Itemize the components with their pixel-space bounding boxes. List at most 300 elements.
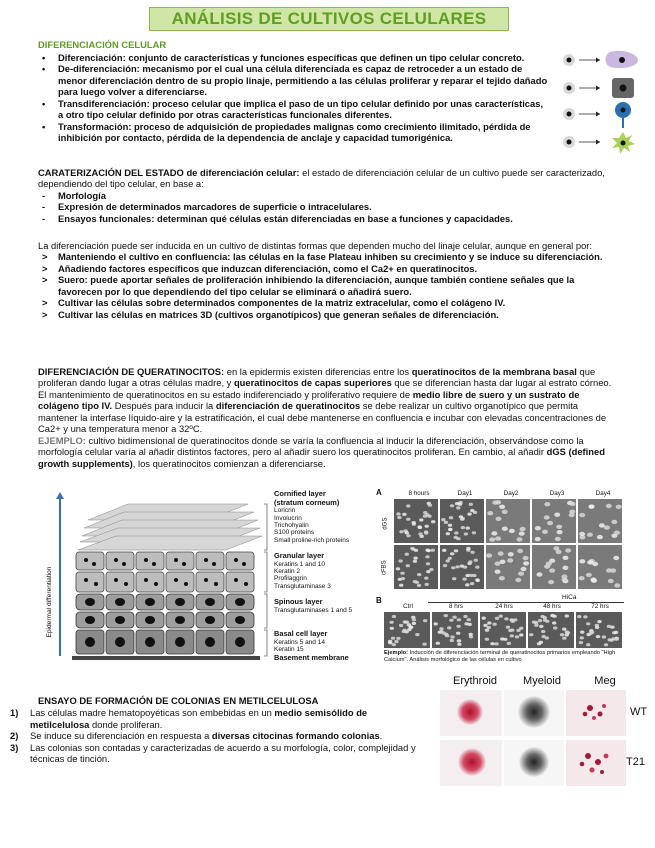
transdifferentiation-cells-1 [563, 78, 634, 98]
cell-blob [586, 573, 592, 577]
cell-blob [517, 537, 523, 541]
cell-blob [475, 566, 479, 569]
timepoint-label: Ctrl [403, 603, 413, 610]
layer-label-group [274, 598, 378, 614]
section-characterization [38, 167, 618, 224]
cell-blob [498, 551, 504, 555]
keratinocytes-example [38, 435, 618, 469]
cell-blob [425, 549, 429, 552]
cell-blob [504, 617, 508, 620]
cell-blob [412, 622, 416, 625]
cell-blob [423, 619, 427, 622]
cell-blob [464, 532, 468, 535]
cell-blob [446, 559, 450, 562]
cell-blob [487, 621, 491, 624]
definition: de superficie o intracelulares. [236, 201, 372, 213]
term: Manteniendo el cultivo en confluencia [58, 251, 228, 263]
cell-blob [580, 631, 584, 634]
cell-blob [529, 633, 533, 636]
layer-label-group [274, 552, 378, 590]
cell-blob [509, 529, 515, 533]
cell-blob [589, 504, 595, 508]
cell-blob [463, 615, 467, 618]
cell-blob [405, 553, 409, 556]
characterization-intro [38, 167, 618, 190]
cell-blob [406, 518, 410, 521]
term: Expresión de determinados marcadores [58, 201, 237, 213]
cell-blob [445, 634, 449, 637]
cell-blob [487, 511, 493, 515]
cell-blob [556, 550, 562, 554]
cell-blob [391, 637, 395, 640]
layer-name: Granular layer [274, 551, 325, 560]
cell-blob [519, 531, 525, 535]
cell-blob [469, 574, 473, 577]
cell-blob [459, 515, 463, 518]
timepoint-label: 8 hours [408, 490, 430, 497]
cell-blob [587, 560, 593, 564]
cell-blob [417, 573, 421, 576]
cell-blob [474, 559, 478, 562]
cell-blob [499, 615, 503, 618]
cell-blob [399, 584, 403, 587]
layer-marker: Transglutaminases 1 and 5 [274, 606, 353, 614]
cell-blob [390, 627, 394, 630]
cell-blob [473, 511, 477, 514]
cell-blob [400, 572, 404, 575]
keratinocytes-paragraph-1 [38, 366, 618, 389]
col-erythroid: Erythroid [452, 675, 498, 687]
timepoint-label: Day3 [549, 490, 565, 497]
cell-blob [542, 530, 548, 534]
cell-blob [555, 537, 561, 541]
cell-blob [535, 526, 541, 530]
cell-blob [466, 547, 470, 550]
cell-blob [591, 578, 597, 582]
cell-blob [423, 515, 427, 518]
cell-blob [614, 531, 620, 535]
example-label: EJEMPLO: [38, 434, 86, 446]
k-p2-e: se debe realizar un cultivo organotípico que permita mantener la interfase líquido-aire y la estratificación, el cual debe mantenerse en confluencia e incubar con elevadas concentraciones de Ca2+ y una temperatura menor a 32ºC. [38, 400, 607, 435]
section-methylcellulose [10, 695, 426, 765]
cell-blob [610, 639, 614, 642]
row-label-dgs: dGS [382, 517, 389, 530]
cell-blob [537, 572, 543, 576]
cell-blob [544, 515, 550, 519]
k-p3-b: cultivo bidimensional de queratinocitos donde se varía la confluencia al inducir la diferenciación, observándose como la morfología celular varía al añadir distintos factores, pero al añadir suero los queratinocitos proliferan. En cambio, al añadir [38, 434, 584, 458]
cell-blob [554, 513, 560, 517]
cell-blob [545, 636, 549, 639]
cell-blob [495, 570, 501, 574]
cell-blob [402, 630, 406, 633]
term: Ensayos funcionales [58, 212, 152, 224]
cell-blob [461, 526, 465, 529]
cell-blob [466, 527, 470, 530]
cell-blob [452, 577, 456, 580]
cell-blob [549, 568, 555, 572]
timepoint-label: 8 hrs [449, 603, 463, 610]
definition: mecanismo por el cual una célula diferenciada es capaz de retroceder a un estado de menor diferenciación dentro de su propio linaje, permitiendo a las células proliferar y reparar el tejido dañado para luego volver a diferenciarse. [58, 63, 548, 98]
list-item [38, 309, 618, 320]
title-banner [149, 7, 509, 31]
micrograph-grid-a [394, 499, 624, 591]
cell-blob [413, 560, 417, 563]
layer-label-group [274, 490, 378, 544]
layer-label-group [274, 654, 378, 663]
cell-blob [450, 504, 454, 507]
cell-blob [606, 504, 612, 508]
layer-marker: Keratins 5 and 14 [274, 638, 325, 646]
cell-blob [398, 559, 402, 562]
cell-blob [444, 614, 448, 617]
layer-marker: Involucrin [274, 514, 302, 522]
layer-marker: Profilaggrin [274, 575, 307, 583]
cell-blob [550, 614, 554, 617]
cell-blob [569, 510, 575, 514]
cell-blob [456, 632, 460, 635]
micrograph-tile [532, 499, 576, 543]
cell-blob [397, 516, 401, 519]
cell-blob [508, 629, 512, 632]
cell-blob [616, 505, 622, 509]
cell-blob [489, 537, 495, 541]
cell-blob [425, 525, 429, 528]
term: Transformación: [58, 120, 132, 132]
cell-blob [566, 631, 570, 634]
cell-blob [602, 635, 606, 638]
cell-blob [485, 638, 489, 641]
cell-blob [396, 567, 400, 570]
list-item [38, 52, 550, 63]
definition: conjunto de características y funciones específicas que definen un tipo celular concreto. [125, 52, 525, 63]
cell-blob [562, 566, 568, 570]
cell-blob [406, 534, 410, 537]
definition: : proceso celular que implica el paso de un tipo celular definido por unas características, a otro tipo celular definido por otras características funcionales diferentes. [58, 97, 544, 121]
list-item [38, 98, 550, 121]
cell-blob [418, 532, 422, 535]
cell-blob [608, 579, 614, 583]
cell-blob [507, 642, 511, 645]
cell-blob [446, 532, 450, 535]
cell-blob [468, 623, 472, 626]
cell-blob [587, 533, 593, 537]
cell-blob [523, 556, 529, 560]
cell-blob [454, 549, 458, 552]
cell-blob [405, 531, 409, 534]
k-p2-b: medio libre de suero y un sustrato de colágeno tipo IV. [38, 388, 580, 412]
cell-blob [399, 624, 403, 627]
epidermal-axis-label-wrap [42, 550, 56, 660]
micrograph-strip-b [384, 612, 624, 648]
cell-blob [539, 641, 543, 644]
cell-blob [457, 618, 461, 621]
cell-blob [424, 531, 428, 534]
cell-blob [444, 521, 448, 524]
cell-blob [396, 512, 400, 515]
cell-blob [425, 583, 429, 586]
cell-blob [482, 617, 486, 620]
keratinocytes-heading: DIFERENCIACIÓN DE QUERATINOCITOS: [38, 366, 225, 377]
cell-blob [508, 552, 514, 556]
cell-blob [449, 516, 453, 519]
cell-blob [541, 630, 545, 633]
list-item [38, 274, 618, 297]
cell-blob [579, 532, 585, 536]
cell-blob [499, 505, 505, 509]
layer-marker: Small proline-rich proteins [274, 536, 350, 544]
k-p3-d: , los queratinocitos comienzan a diferenciarse. [132, 457, 326, 469]
timepoint-label: 72 hrs [591, 603, 609, 610]
methylcellulose-heading: ENSAYO DE FORMACIÓN DE COLONIAS EN METILCELULOSA [38, 695, 319, 706]
cell-blob [579, 641, 583, 644]
cell-blob [389, 621, 393, 624]
cell-blob [523, 561, 529, 565]
cell-blob [448, 557, 452, 560]
cell-blob [515, 635, 519, 638]
caption-label: Ejemplo: [384, 650, 409, 656]
term: Morfología [58, 189, 106, 201]
layer-marker: Trichohyalin [274, 521, 309, 529]
section-keratinocytes [38, 366, 618, 469]
cell-blob [426, 570, 430, 573]
item-number: 2) [10, 730, 19, 742]
cell-blob [491, 531, 497, 535]
cell-blob [562, 628, 566, 631]
keratinocyte-microscopy-figure [376, 488, 624, 670]
characterization-heading: CARATERIZACIÓN DEL ESTADO [38, 167, 184, 178]
cell-blob [469, 633, 473, 636]
term: De-diferenciación: [58, 63, 140, 75]
cell-blob [540, 615, 544, 618]
layer-name: Cornified layer [274, 489, 326, 498]
cell-blob [534, 621, 538, 624]
cell-blob [556, 525, 562, 529]
cell-blob [476, 579, 480, 582]
definition: proceso de adquisición de propiedades malignas como crecimiento ilimitado, pérdida de inhibición por contacto, pérdida de la dependencia de anclaje y capacidad tumorigénica. [58, 120, 531, 144]
cell-blob [472, 531, 476, 534]
item-text: Las células madre hematopoyéticas son embebidas en un [30, 707, 275, 719]
cell-blob [469, 503, 473, 506]
cell-blob [467, 618, 471, 621]
cell-blob [562, 637, 566, 640]
cell-transformation-diagram [560, 48, 650, 158]
cell-blob [462, 578, 466, 581]
cell-blob [443, 564, 447, 567]
cell-blob [563, 556, 569, 560]
cell-blob [495, 500, 501, 504]
term: Diferenciación: [58, 52, 126, 63]
section-heading-differentiation: DIFERENCIACIÓN CELULAR [38, 39, 167, 50]
cell-blob [503, 638, 507, 641]
cell-blob [456, 625, 460, 628]
cell-blob [426, 562, 430, 565]
item-tail: donde proliferan. [89, 718, 163, 730]
cell-blob [439, 630, 443, 633]
col-myeloid: Myeloid [523, 675, 561, 687]
cell-blob [404, 621, 408, 624]
colony-images [440, 690, 628, 786]
item-number: 3) [10, 741, 19, 753]
dedifferentiation-cells [563, 51, 638, 68]
k-p1-b: en la epidermis existen diferencias entre los [224, 366, 412, 377]
cell-blob [560, 633, 564, 636]
list-item [38, 263, 618, 274]
cell-blob [500, 560, 506, 564]
cell-blob [414, 549, 418, 552]
cell-blob [610, 568, 616, 572]
definition: : las células en la fase Plateau inhiben su crecimiento y se induce su diferenciación. [227, 251, 603, 263]
cell-blob [458, 503, 462, 506]
cell-blob [552, 621, 556, 624]
k-p2-d: diferenciación de queratinocitos [215, 400, 361, 412]
cell-blob [412, 521, 416, 524]
cell-blob [447, 626, 451, 629]
item-bold: medio semisólido de metilcelulosa [30, 707, 368, 730]
cell-blob [510, 634, 514, 637]
cell-blob [424, 577, 428, 580]
cell-blob [579, 513, 585, 517]
cell-blob [452, 616, 456, 619]
cell-blob [413, 557, 417, 560]
cell-blob [422, 643, 426, 646]
cell-blob [517, 549, 523, 553]
k-p1-d: que proliferan dando lugar a otras células madre, y [38, 366, 596, 389]
cell-blob [557, 530, 563, 534]
cell-blob [613, 556, 619, 560]
cell-blob [449, 619, 453, 622]
characterization-intro-text: el estado de diferenciación celular de un cultivo puede ser caracterizado, dependiendo del tipo celular, en base a: [38, 167, 605, 190]
caption-text: Inducción de diferenciación terminal de queratinocitos primarios empleando "High Calcium". Análisis morfológico de las células en cultivo [384, 650, 616, 664]
cell-blob [521, 567, 527, 571]
cell-blob [412, 618, 416, 621]
timepoint-label: 48 hrs [543, 603, 561, 610]
cell-blob [490, 642, 494, 645]
cell-blob [454, 536, 458, 539]
cell-blob [583, 615, 587, 618]
list-item [38, 121, 550, 144]
list-item [38, 190, 618, 201]
definition: , como el Ca2+ en queratinocitos. [327, 262, 478, 274]
cell-blob [539, 625, 543, 628]
section-differentiation-list [38, 52, 550, 144]
cell-blob [570, 502, 576, 506]
cell-blob [486, 553, 492, 557]
cell-blob [483, 624, 487, 627]
cell-blob [577, 615, 581, 618]
layer-name: Basement membrane [274, 653, 349, 662]
cell-blob [562, 578, 568, 582]
panel-a-label: A [376, 488, 382, 497]
cell-blob [451, 566, 455, 569]
cell-blob [463, 566, 467, 569]
cell-blob [544, 502, 550, 506]
layer-name: Spinous layer [274, 597, 323, 606]
cell-blob [515, 578, 521, 582]
cell-blob [547, 521, 553, 525]
item-number: 1) [10, 707, 19, 719]
section-induction [38, 240, 618, 320]
cell-blob [518, 572, 524, 576]
panel-b-label: B [376, 596, 382, 605]
cell-blob [439, 627, 443, 630]
cell-blob [614, 583, 620, 587]
cell-blob [586, 622, 590, 625]
cell-blob [586, 643, 590, 646]
k-p1-c: queratinocitos de la membrana basal [411, 366, 577, 377]
keratinocytes-paragraph-2 [38, 389, 618, 435]
cell-blob [495, 617, 499, 620]
transdifferentiation-cells-2 [563, 102, 631, 128]
cell-blob [610, 626, 614, 629]
cell-blob [465, 583, 469, 586]
induction-intro: La diferenciación puede ser inducida en un cultivo de distintas formas que dependen mucho del linaje celular, aunque en general por: [38, 240, 593, 251]
cell-blob [399, 530, 403, 533]
micrograph-tile [578, 545, 622, 589]
cell-blob [502, 527, 508, 531]
cell-blob [434, 622, 438, 625]
cell-blob [450, 635, 454, 638]
cell-blob [470, 551, 474, 554]
cell-blob [388, 641, 392, 644]
layer-marker: Keratin 2 [274, 567, 301, 575]
term: Transdiferenciación [58, 97, 147, 109]
cell-blob [519, 633, 523, 636]
cell-blob [614, 631, 618, 634]
k-p1-e: queratinocitos de capas superiores [233, 377, 392, 389]
cell-blob [415, 581, 419, 584]
cell-blob [425, 555, 429, 558]
cell-blob [401, 577, 405, 580]
cell-blob [492, 623, 496, 626]
cell-blob [595, 624, 599, 627]
cell-blob [565, 548, 571, 552]
transformation-cells [563, 132, 635, 154]
term: Suero [58, 274, 85, 286]
list-item [38, 297, 618, 308]
definition: : determinan qué células están diferenciadas en base a funciones y capacidades. [151, 212, 513, 224]
layer-marker: Keratins 1 and 10 [274, 560, 325, 568]
cell-blob [448, 524, 452, 527]
list-item [38, 201, 618, 212]
item-text: Las colonias son contadas y caracterizadas de acuerdo a su morfología, color, complejidad y técnicas de tinción. [30, 741, 416, 765]
cell-blob [427, 515, 431, 518]
cell-blob [596, 635, 600, 638]
row-label-cfbs: cFBS [381, 560, 388, 575]
timepoint-label: 24 hrs [495, 603, 513, 610]
cell-blob [442, 549, 446, 552]
term: Cultivar las células sobre determinados componentes [58, 297, 299, 309]
layer-marker: Transglutaminase 3 [274, 582, 331, 590]
cell-blob [579, 576, 585, 580]
definition: : puede aportar señales de proliferación inhibiendo la diferenciación, aunque también contiene señales que la favorecen por lo que dependiendo del tipo celular se eliminará o añadirá suero. [58, 274, 575, 297]
cell-blob [502, 510, 508, 514]
page-title: ANÁLISIS DE CULTIVOS CELULARES [171, 8, 487, 28]
layer-label-group [274, 630, 378, 653]
cell-blob [419, 518, 423, 521]
item-bold: diversas citocinas formando colonias [211, 730, 380, 742]
list-item [10, 742, 426, 765]
micrograph-tile [486, 499, 530, 543]
list-item [10, 730, 426, 741]
cell-blob [519, 627, 523, 630]
cell-blob [579, 559, 585, 563]
cell-blob [543, 619, 547, 622]
cell-blob [611, 520, 617, 524]
cell-blob [456, 506, 460, 509]
cell-blob [394, 640, 398, 643]
cell-blob [538, 619, 542, 622]
cell-blob [450, 552, 454, 555]
